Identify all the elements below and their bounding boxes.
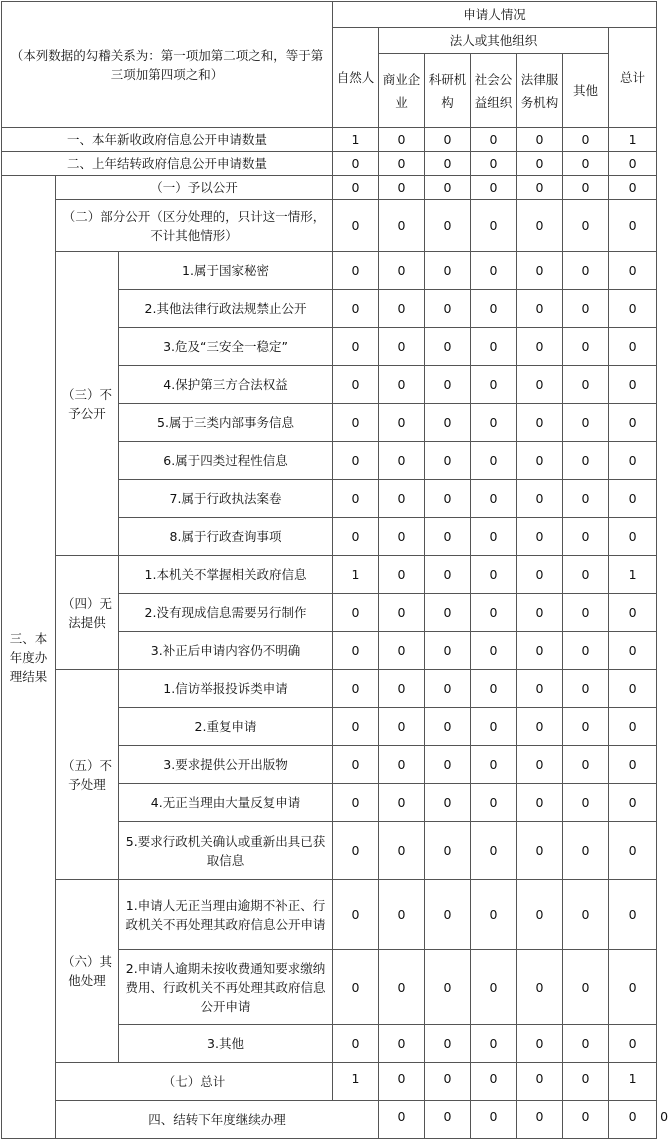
value-cell: 0 — [333, 784, 379, 822]
applicant-header: 申请人情况 — [333, 2, 657, 28]
value-cell: 0 — [379, 176, 425, 200]
value-cell: 0 — [517, 1063, 563, 1101]
value-cell: 0 — [609, 950, 657, 1025]
value-cell: 0 — [425, 670, 471, 708]
value-cell: 0 — [379, 950, 425, 1025]
table-row — [2, 176, 657, 200]
value-cell: 0 — [563, 556, 609, 594]
value-cell: 0 — [379, 670, 425, 708]
value-cell: 0 — [471, 518, 517, 556]
value-cell: 0 — [425, 404, 471, 442]
value-cell: 0 — [609, 404, 657, 442]
row-label: 2.没有现成信息需要另行制作 — [119, 594, 333, 632]
value-cell: 0 — [379, 784, 425, 822]
value-cell: 1 — [609, 1063, 657, 1101]
value-cell: 0 — [517, 518, 563, 556]
row-label: 1.信访举报投诉类申请 — [119, 670, 333, 708]
value-cell: 0 — [471, 128, 517, 152]
table-row — [2, 670, 657, 708]
value-cell: 0 — [609, 152, 657, 176]
value-cell: 0 — [609, 784, 657, 822]
value-cell: 0 — [563, 176, 609, 200]
value-cell: 0 — [333, 670, 379, 708]
value-cell: 0 — [609, 1101, 657, 1139]
value-cell: 0 — [379, 1063, 425, 1101]
row-label: 2.其他法律行政法规禁止公开 — [119, 290, 333, 328]
group-label: （六）其他处理 — [56, 880, 119, 1063]
value-cell: 0 — [517, 746, 563, 784]
value-cell: 0 — [609, 518, 657, 556]
value-cell: 0 — [379, 442, 425, 480]
value-cell: 0 — [563, 442, 609, 480]
value-cell: 0 — [333, 746, 379, 784]
value-cell: 0 — [517, 480, 563, 518]
value-cell: 0 — [471, 480, 517, 518]
value-cell: 0 — [563, 950, 609, 1025]
value-cell: 0 — [517, 1025, 563, 1063]
value-cell: 0 — [425, 252, 471, 290]
value-cell: 0 — [379, 328, 425, 366]
row-label: 2.重复申请 — [119, 708, 333, 746]
value-cell: 0 — [425, 1063, 471, 1101]
value-cell: 0 — [379, 556, 425, 594]
value-cell: 0 — [563, 594, 609, 632]
value-cell: 0 — [563, 290, 609, 328]
value-cell: 0 — [563, 632, 609, 670]
value-cell: 0 — [333, 290, 379, 328]
research-header: 科研机构 — [425, 54, 471, 128]
value-cell: 0 — [379, 404, 425, 442]
value-cell: 0 — [517, 128, 563, 152]
row-label: 5.要求行政机关确认或重新出具已获取信息 — [119, 822, 333, 880]
row-label: 4.保护第三方合法权益 — [119, 366, 333, 404]
value-cell: 0 — [517, 290, 563, 328]
value-cell: 0 — [425, 556, 471, 594]
value-cell: 0 — [517, 366, 563, 404]
value-cell: 0 — [609, 822, 657, 880]
value-cell: 0 — [333, 480, 379, 518]
value-cell: 0 — [609, 480, 657, 518]
total-header: 总计 — [609, 28, 657, 128]
value-cell: 0 — [609, 176, 657, 200]
value-cell: 0 — [333, 822, 379, 880]
value-cell: 0 — [425, 290, 471, 328]
value-cell: 0 — [333, 328, 379, 366]
value-cell: 0 — [333, 252, 379, 290]
row-label: 二、上年结转政府信息公开申请数量 — [2, 152, 333, 176]
value-cell: 0 — [563, 784, 609, 822]
value-cell: 0 — [471, 442, 517, 480]
value-cell: 0 — [379, 252, 425, 290]
row-label: 5.属于三类内部事务信息 — [119, 404, 333, 442]
value-cell: 0 — [333, 404, 379, 442]
value-cell: 1 — [333, 1063, 379, 1101]
value-cell: 0 — [379, 128, 425, 152]
value-cell: 0 — [425, 200, 471, 252]
value-cell: 1 — [609, 128, 657, 152]
value-cell: 0 — [333, 152, 379, 176]
table-row — [2, 880, 657, 950]
value-cell: 0 — [425, 708, 471, 746]
value-cell: 0 — [471, 784, 517, 822]
table-row — [2, 1063, 657, 1101]
value-cell: 0 — [609, 366, 657, 404]
table-row — [2, 252, 657, 290]
table-row — [2, 200, 657, 252]
value-cell: 0 — [563, 128, 609, 152]
value-cell: 0 — [563, 1101, 609, 1139]
value-cell: 0 — [471, 404, 517, 442]
value-cell: 0 — [471, 708, 517, 746]
value-cell: 0 — [379, 880, 425, 950]
natural-person-header: 自然人 — [333, 28, 379, 128]
row-label: 3.危及“三安全一稳定” — [119, 328, 333, 366]
value-cell: 0 — [333, 518, 379, 556]
group-label: （五）不予处理 — [56, 670, 119, 880]
value-cell: 0 — [379, 822, 425, 880]
value-cell: 0 — [563, 1063, 609, 1101]
value-cell: 0 — [425, 442, 471, 480]
legal-entity-header: 法人或其他组织 — [379, 28, 609, 54]
value-cell: 0 — [379, 1025, 425, 1063]
value-cell: 0 — [609, 632, 657, 670]
value-cell: 0 — [609, 328, 657, 366]
row-label: 四、结转下年度继续办理 — [56, 1101, 379, 1139]
other-header: 其他 — [563, 54, 609, 128]
value-cell: 0 — [563, 152, 609, 176]
value-cell: 0 — [609, 290, 657, 328]
value-cell: 0 — [517, 1101, 563, 1139]
value-cell: 0 — [471, 366, 517, 404]
value-cell: 1 — [609, 556, 657, 594]
value-cell: 0 — [563, 404, 609, 442]
value-cell: 0 — [333, 632, 379, 670]
value-cell: 0 — [563, 822, 609, 880]
value-cell: 0 — [333, 1025, 379, 1063]
value-cell: 0 — [517, 556, 563, 594]
value-cell: 0 — [379, 480, 425, 518]
row-label: 1.属于国家秘密 — [119, 252, 333, 290]
value-cell: 0 — [425, 632, 471, 670]
value-cell: 0 — [333, 880, 379, 950]
value-cell: 0 — [471, 200, 517, 252]
value-cell: 0 — [425, 128, 471, 152]
row-label: 8.属于行政查询事项 — [119, 518, 333, 556]
value-cell: 0 — [425, 880, 471, 950]
value-cell: 0 — [425, 746, 471, 784]
row-label: 1.申请人无正当理由逾期不补正、行政机关不再处理其政府信息公开申请 — [119, 880, 333, 950]
row-label: 1.本机关不掌握相关政府信息 — [119, 556, 333, 594]
row-label: 4.无正当理由大量反复申请 — [119, 784, 333, 822]
value-cell: 0 — [517, 176, 563, 200]
value-cell: 0 — [333, 594, 379, 632]
value-cell: 0 — [471, 290, 517, 328]
value-cell: 0 — [471, 1101, 517, 1139]
row-label: （二）部分公开（区分处理的，只计这一情形，不计其他情形） — [56, 200, 333, 252]
value-cell: 0 — [425, 1101, 471, 1139]
value-cell: 0 — [471, 632, 517, 670]
value-cell: 0 — [379, 632, 425, 670]
row-label: 一、本年新收政府信息公开申请数量 — [2, 128, 333, 152]
value-cell: 0 — [609, 200, 657, 252]
value-cell: 0 — [517, 200, 563, 252]
value-cell: 0 — [563, 252, 609, 290]
value-cell: 0 — [379, 518, 425, 556]
value-cell: 0 — [425, 366, 471, 404]
value-cell: 0 — [425, 784, 471, 822]
value-cell: 0 — [517, 328, 563, 366]
table-row — [2, 128, 657, 152]
value-cell: 0 — [517, 670, 563, 708]
value-cell: 0 — [471, 950, 517, 1025]
value-cell: 0 — [609, 880, 657, 950]
value-cell: 0 — [517, 152, 563, 176]
value-cell: 0 — [333, 366, 379, 404]
row-label: （七）总计 — [56, 1063, 333, 1101]
value-cell: 0 — [333, 708, 379, 746]
value-cell: 0 — [563, 366, 609, 404]
value-cell: 0 — [517, 594, 563, 632]
value-cell: 0 — [379, 200, 425, 252]
value-cell: 0 — [471, 1063, 517, 1101]
value-cell: 0 — [563, 200, 609, 252]
value-cell: 0 — [471, 822, 517, 880]
value-cell: 0 — [563, 708, 609, 746]
value-cell: 0 — [609, 594, 657, 632]
value-cell: 0 — [471, 746, 517, 784]
value-cell: 0 — [425, 152, 471, 176]
table-row — [2, 556, 657, 594]
value-cell: 0 — [333, 950, 379, 1025]
value-cell: 0 — [563, 328, 609, 366]
value-cell: 0 — [471, 152, 517, 176]
table-row — [2, 152, 657, 176]
value-cell: 0 — [379, 152, 425, 176]
value-cell: 0 — [563, 480, 609, 518]
value-cell: 0 — [471, 1025, 517, 1063]
row-label: 7.属于行政执法案卷 — [119, 480, 333, 518]
row-label: 3.其他 — [119, 1025, 333, 1063]
value-cell: 0 — [471, 880, 517, 950]
value-cell: 0 — [333, 176, 379, 200]
group-label: （四）无法提供 — [56, 556, 119, 670]
row-label: 6.属于四类过程性信息 — [119, 442, 333, 480]
social-header: 社会公益组织 — [471, 54, 517, 128]
value-cell: 0 — [609, 708, 657, 746]
value-cell: 0 — [379, 290, 425, 328]
value-cell: 0 — [425, 594, 471, 632]
value-cell: 0 — [563, 518, 609, 556]
value-cell: 0 — [517, 822, 563, 880]
legal-service-header: 法律服务机构 — [517, 54, 563, 128]
info-disclosure-table — [1, 1, 668, 1139]
value-cell: 0 — [517, 252, 563, 290]
value-cell: 0 — [517, 708, 563, 746]
row-label: （一）予以公开 — [56, 176, 333, 200]
business-header: 商业企业 — [379, 54, 425, 128]
value-cell: 0 — [609, 252, 657, 290]
value-cell: 0 — [517, 404, 563, 442]
value-cell: 0 — [471, 176, 517, 200]
value-cell: 0 — [563, 746, 609, 784]
value-cell: 0 — [425, 480, 471, 518]
value-cell: 0 — [333, 442, 379, 480]
group-label: （三）不予公开 — [56, 252, 119, 556]
value-cell: 0 — [425, 822, 471, 880]
row-label: 2.申请人逾期未按收费通知要求缴纳费用、行政机关不再处理其政府信息公开申请 — [119, 950, 333, 1025]
value-cell: 0 — [609, 1025, 657, 1063]
table-row: 四、结转下年度继续办理 0 0 0 0 0 0 0 — [2, 1101, 657, 1139]
value-cell: 0 — [517, 880, 563, 950]
value-cell: 0 — [471, 556, 517, 594]
value-cell: 0 — [379, 746, 425, 784]
value-cell: 1 — [333, 128, 379, 152]
row-label: 3.要求提供公开出版物 — [119, 746, 333, 784]
value-cell: 0 — [425, 950, 471, 1025]
section3-label: 三、本年度办理结果 — [2, 176, 56, 1139]
value-cell: 0 — [609, 442, 657, 480]
value-cell: 0 — [471, 252, 517, 290]
value-cell: 0 — [471, 328, 517, 366]
value-cell: 0 — [379, 366, 425, 404]
value-cell: 0 — [517, 632, 563, 670]
value-cell: 0 — [517, 442, 563, 480]
value-cell: 0 — [379, 1101, 425, 1139]
value-cell: 0 — [379, 708, 425, 746]
row-label: 3.补正后申请内容仍不明确 — [119, 632, 333, 670]
value-cell: 0 — [609, 670, 657, 708]
value-cell: 0 — [425, 328, 471, 366]
value-cell: 1 — [333, 556, 379, 594]
value-cell: 0 — [425, 1025, 471, 1063]
value-cell: 0 — [563, 880, 609, 950]
value-cell: 0 — [609, 746, 657, 784]
value-cell: 0 — [517, 784, 563, 822]
value-cell: 0 — [517, 950, 563, 1025]
value-cell: 0 — [425, 518, 471, 556]
value-cell: 0 — [563, 1025, 609, 1063]
value-cell: 0 — [471, 670, 517, 708]
value-cell: 0 — [333, 200, 379, 252]
value-cell: 0 — [471, 594, 517, 632]
note-cell: （本列数据的勾稽关系为：第一项加第二项之和，等于第三项加第四项之和） — [2, 2, 333, 128]
value-cell: 0 — [425, 176, 471, 200]
value-cell: 0 — [379, 594, 425, 632]
value-cell: 0 — [563, 670, 609, 708]
